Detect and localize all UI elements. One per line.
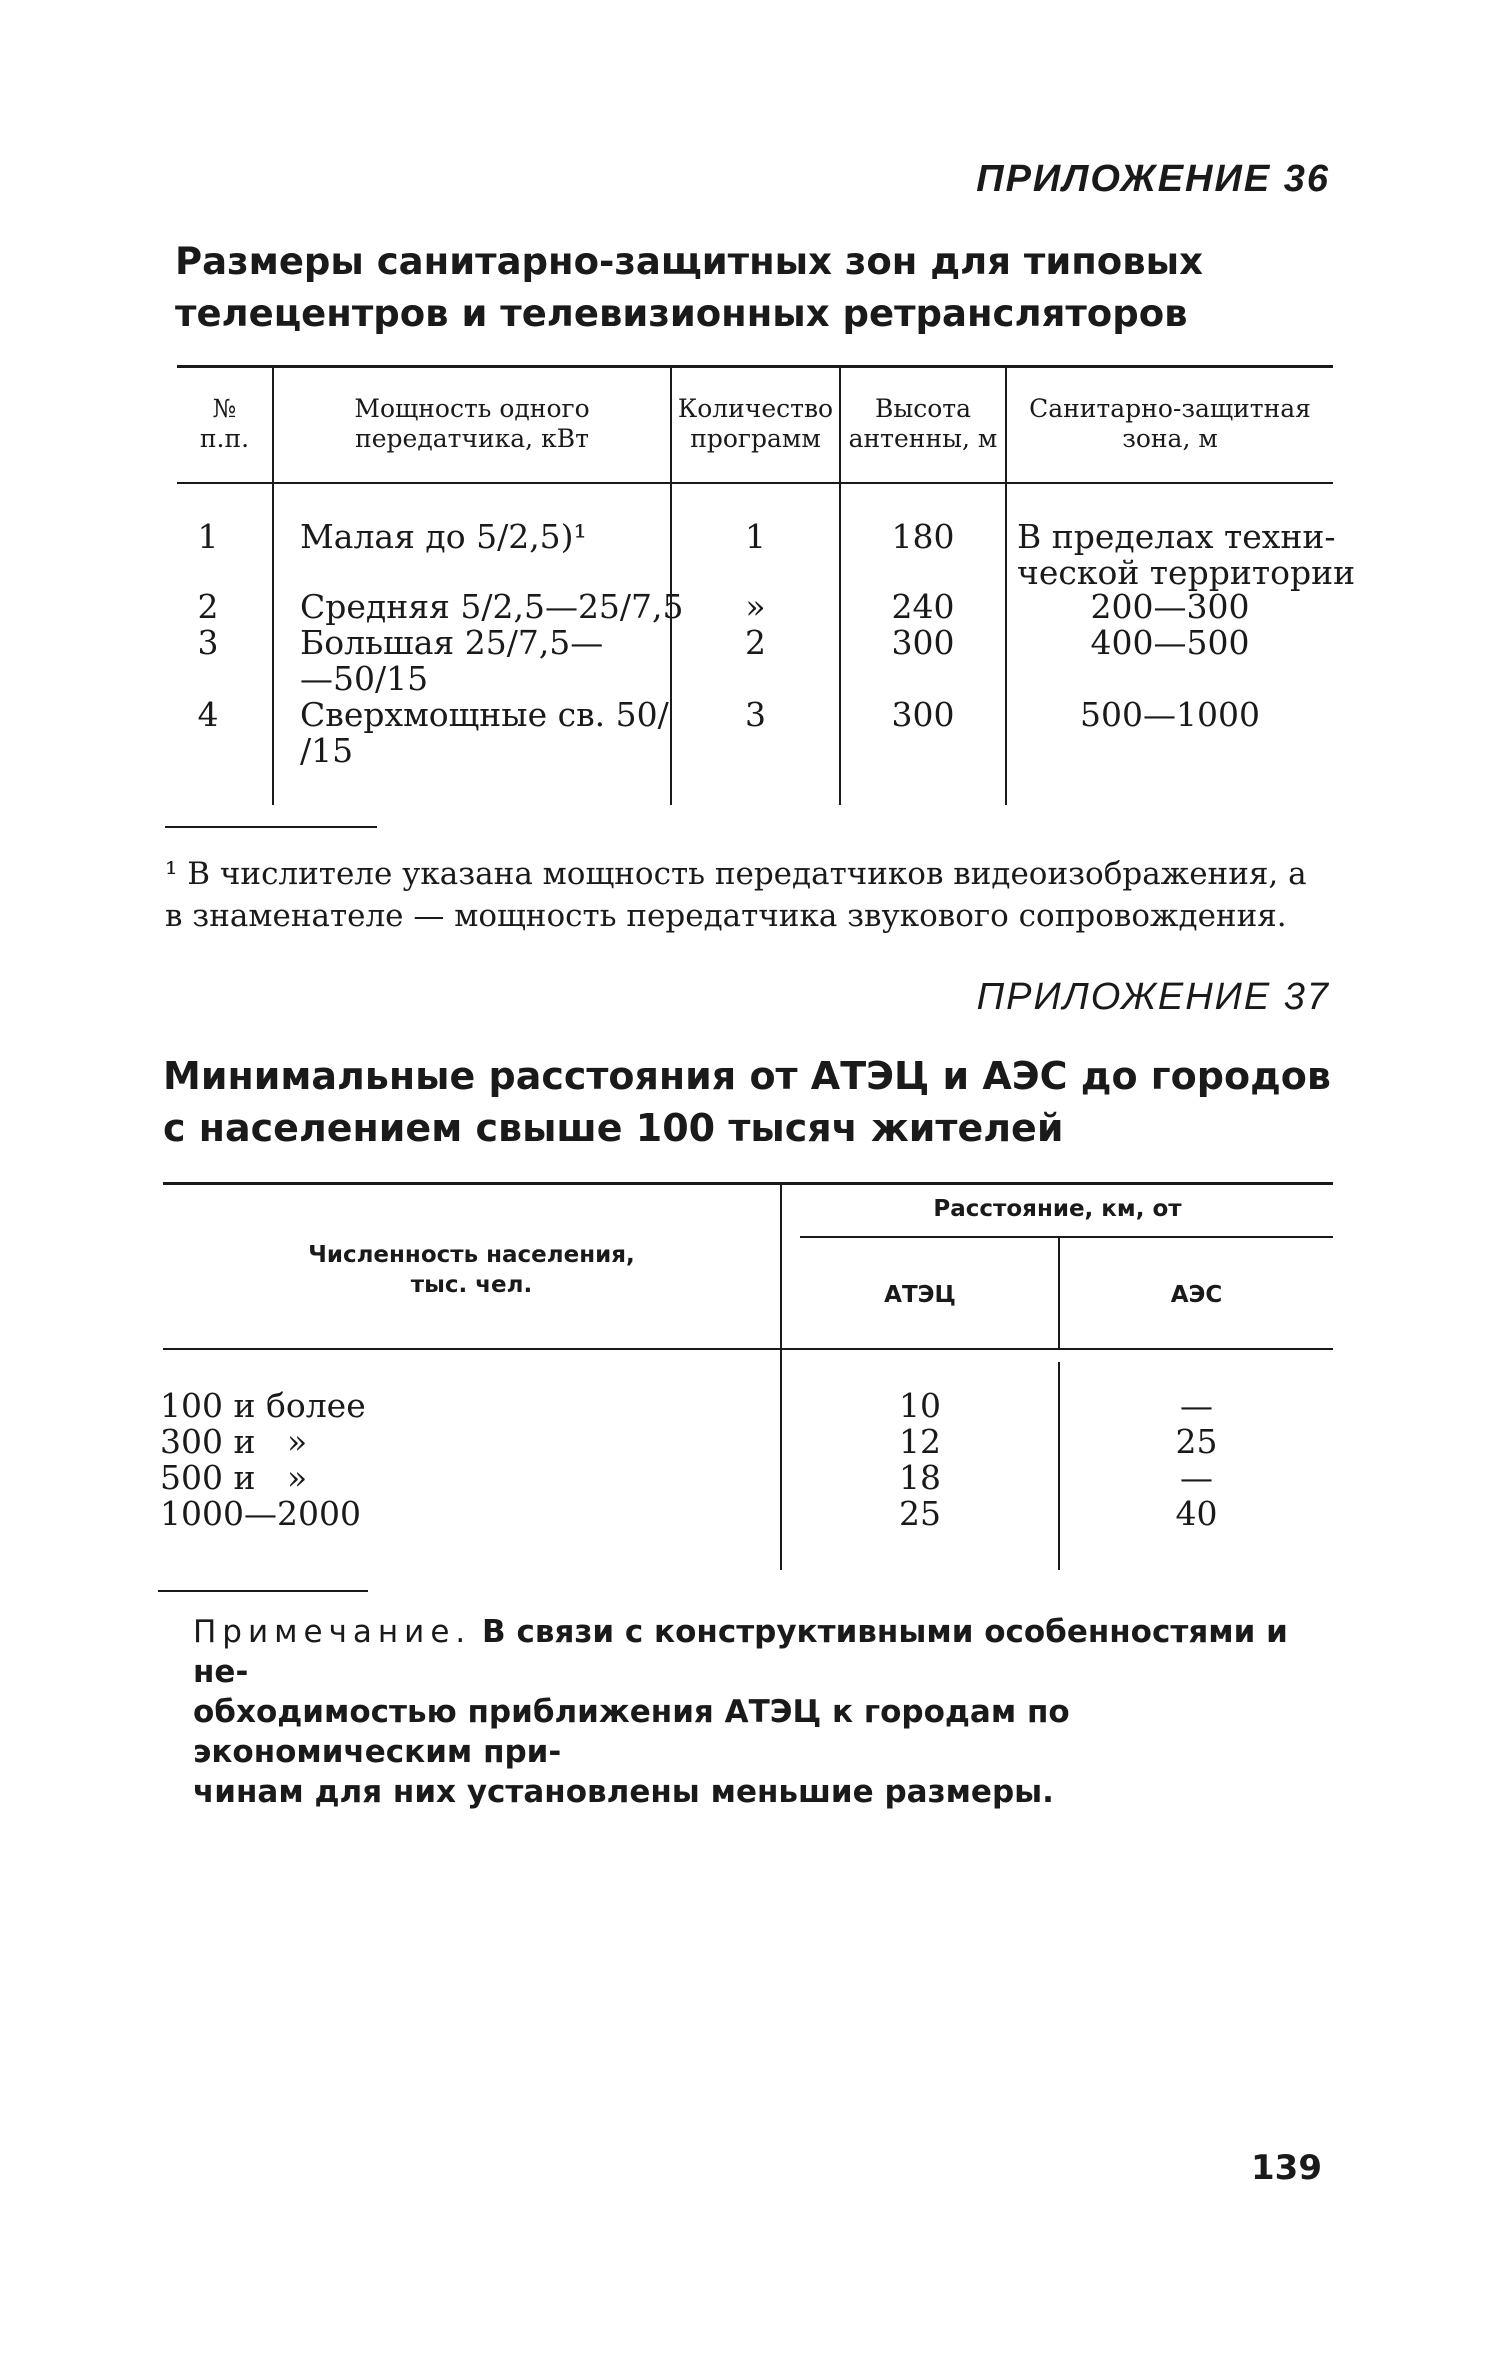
table36-cell-power: Сверхмощные св. 50/ /15	[300, 695, 669, 770]
table36-cell-power: Средняя 5/2,5—25/7,5	[300, 587, 684, 626]
table37-cell-atec: 12	[899, 1422, 941, 1461]
table37-cell-atec: 10	[899, 1386, 941, 1425]
table36-header-num: № п.п.	[199, 394, 250, 453]
table36-cell-height: 240	[891, 587, 955, 626]
table36-cell-num: 2	[197, 587, 219, 626]
appendix-36-label: ПРИЛОЖЕНИЕ 36	[976, 158, 1330, 200]
note-label: Примечание.	[193, 1614, 472, 1650]
table36-header-power: Мощность одного передатчика, кВт	[354, 394, 590, 453]
appendix-36-title-line2: телецентров и телевизионных ретрансляторов	[175, 292, 1188, 335]
table36-cell-power: Малая до 5/2,5)¹	[300, 517, 587, 556]
table36-cell-power: Большая 25/7,5— —50/15	[300, 623, 604, 698]
appendix-37-label: ПРИЛОЖЕНИЕ 37	[976, 976, 1330, 1018]
table36-cell-num: 3	[197, 623, 219, 662]
table36-cell-num: 1	[197, 517, 219, 556]
table36-cell-programs: 2	[745, 623, 766, 662]
table37-cell-aes: —	[1180, 1386, 1213, 1425]
table36-cell-zone: 400—500	[1090, 623, 1250, 662]
table36-cell-zone: 500—1000	[1080, 695, 1260, 734]
table37-cell-atec: 18	[899, 1458, 941, 1497]
table36-header-zone: Санитарно-защитная зона, м	[1029, 394, 1311, 453]
table37-header-atec: АТЭЦ	[884, 1282, 956, 1308]
table37-cell-population: 1000—2000	[160, 1494, 361, 1533]
table37-cell-atec: 25	[899, 1494, 941, 1533]
appendix-36-title-line1: Размеры санитарно-защитных зон для типовых	[175, 240, 1203, 283]
table37-subheader-rule	[800, 1236, 1333, 1238]
table36-cell-num: 4	[197, 695, 219, 734]
appendix-37-title-line2: с населением свыше 100 тысяч жителей	[163, 1106, 1064, 1150]
table37-cell-aes: 40	[1175, 1494, 1218, 1533]
table37-header-distance: Расстояние, км, от	[933, 1196, 1182, 1222]
table36-cell-programs: 1	[745, 517, 766, 556]
table37-cell-population: 300 и »	[160, 1422, 308, 1461]
table36-cell-programs: 3	[745, 695, 766, 734]
appendix-37-note: Примечание. В связи с конструктивными особенностями и не- обходимостью приближения АТЭЦ к городам по экономическим при- чинам для них установлены меньшие размеры.	[193, 1614, 1288, 1810]
page-number: 139	[1251, 2148, 1322, 2188]
note-separator	[158, 1590, 368, 1592]
table37-header-rule	[163, 1348, 1333, 1350]
appendix-37-title-line1: Минимальные расстояния от АТЭЦ и АЭС до городов	[163, 1054, 1331, 1098]
table36-cell-zone: В пределах техни- ческой территории	[1017, 517, 1356, 592]
table37-top-rule	[163, 1182, 1333, 1185]
table37-header-population: Численность населения, тыс. чел.	[308, 1242, 635, 1298]
table36-cell-height: 300	[891, 695, 955, 734]
table37-cell-aes: —	[1180, 1458, 1213, 1497]
table36-cell-programs: »	[745, 587, 766, 626]
table36-cell-height: 180	[891, 517, 955, 556]
table36-cell-zone: 200—300	[1090, 587, 1250, 626]
table37-cell-population: 100 и более	[160, 1386, 366, 1425]
table37-cell-population: 500 и »	[160, 1458, 308, 1497]
table36-header-programs: Количество программ	[677, 394, 834, 453]
table36-cell-height: 300	[891, 623, 955, 662]
table36-header-height: Высота антенны, м	[848, 394, 998, 453]
table37-cell-aes: 25	[1175, 1422, 1218, 1461]
appendix-36-footnote: ¹ В числителе указана мощность передатчиков видеоизображения, а в знаменателе — мощность передатчика звукового сопровождения.	[165, 856, 1307, 934]
table37-header-aes: АЭС	[1170, 1282, 1223, 1308]
